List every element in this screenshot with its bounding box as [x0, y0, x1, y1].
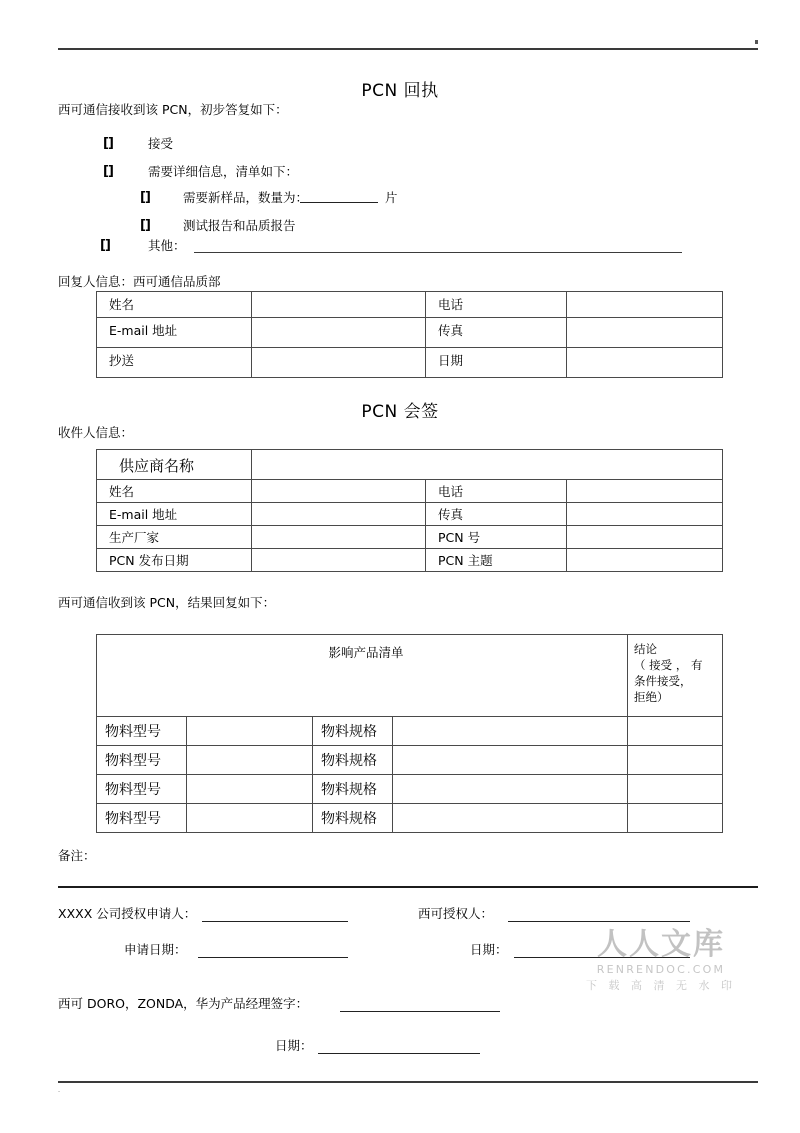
cell-value-material-spec[interactable] [393, 717, 628, 746]
footer-divider [58, 1081, 758, 1083]
header-corner-mark [755, 40, 758, 44]
cell-value-supplier[interactable] [252, 450, 723, 480]
cell-value-name[interactable] [252, 480, 426, 503]
cell-value-email[interactable] [252, 503, 426, 526]
recipient-info-table [96, 449, 723, 572]
cell-value-conclusion[interactable] [628, 804, 723, 833]
cell-label-phone: 电话 [426, 292, 567, 318]
cell-label-material-model: 物料型号 [97, 804, 187, 833]
checkbox-accept[interactable]: [] [103, 136, 113, 151]
table-row [97, 746, 723, 775]
table-row [97, 503, 723, 526]
remarks-label: 备注： [58, 848, 96, 863]
watermark-main-text: 人人文库 [597, 927, 725, 962]
conclusion-line-1: 结论 [634, 642, 658, 656]
option-label-need-samples: 需要新样品，数量为： [183, 190, 309, 205]
other-detail-blank[interactable] [194, 252, 682, 253]
cell-value-material-model[interactable] [187, 717, 313, 746]
section-divider [58, 886, 758, 888]
table-row [97, 348, 723, 378]
page-title-receipt: PCN 回执 [361, 81, 439, 101]
cell-label-material-model: 物料型号 [97, 775, 187, 804]
affected-products-table [96, 634, 723, 833]
result-intro-text: 西可通信收到该 PCN，结果回复如下： [58, 595, 276, 610]
cell-value-manufacturer[interactable] [252, 526, 426, 549]
table-row [97, 775, 723, 804]
cell-label-pcn-subject: PCN 主题 [426, 549, 567, 572]
table-header-row [97, 635, 723, 717]
checkbox-need-details[interactable]: [] [103, 164, 113, 179]
cell-value-email[interactable] [252, 318, 426, 348]
cell-value-conclusion[interactable] [628, 746, 723, 775]
cell-value-pcn-number[interactable] [567, 526, 723, 549]
cell-label-email: E-mail 地址 [97, 503, 252, 526]
apply-date-label: 申请日期： [124, 942, 187, 957]
cell-value-material-model[interactable] [187, 775, 313, 804]
option-label-test-report: 测试报告和品质报告 [183, 218, 296, 233]
table-row [97, 549, 723, 572]
table-row [97, 804, 723, 833]
cell-value-phone[interactable] [567, 292, 723, 318]
cell-value-material-model[interactable] [187, 746, 313, 775]
page-title-countersign: PCN 会签 [361, 402, 439, 422]
apply-date-blank[interactable] [198, 957, 348, 958]
authorizer-signature-blank[interactable] [508, 921, 690, 922]
cell-label-material-spec: 物料规格 [313, 804, 393, 833]
checkbox-test-report[interactable]: [] [140, 218, 150, 233]
recipient-info-label: 收件人信息： [58, 425, 134, 440]
authorizer-date-blank[interactable] [514, 957, 690, 958]
table-row [97, 292, 723, 318]
option-label-accept: 接受 [148, 136, 174, 151]
cell-value-fax[interactable] [567, 318, 723, 348]
authorizer-label: 西可授权人： [418, 906, 494, 921]
cell-value-conclusion[interactable] [628, 717, 723, 746]
cell-label-supplier: 供应商名称 [97, 450, 252, 480]
table-row [97, 450, 723, 480]
manager-date-blank[interactable] [318, 1053, 480, 1054]
cell-label-material-spec: 物料规格 [313, 746, 393, 775]
applicant-label: XXXX 公司授权申请人： [58, 906, 197, 921]
cell-value-material-spec[interactable] [393, 775, 628, 804]
cell-label-pcn-issue-date: PCN 发布日期 [97, 549, 252, 572]
header-conclusion [628, 635, 723, 717]
cell-value-date[interactable] [567, 348, 723, 378]
receipt-intro-text: 西可通信接收到该 PCN，初步答复如下： [58, 102, 288, 117]
cell-value-pcn-issue-date[interactable] [252, 549, 426, 572]
cell-label-manufacturer: 生产厂家 [97, 526, 252, 549]
cell-label-material-spec: 物料规格 [313, 775, 393, 804]
table-row [97, 526, 723, 549]
manager-date-label: 日期： [275, 1038, 313, 1053]
cell-label-material-model: 物料型号 [97, 717, 187, 746]
cell-value-phone[interactable] [567, 480, 723, 503]
cell-label-email: E-mail 地址 [97, 318, 252, 348]
cell-label-cc: 抄送 [97, 348, 252, 378]
applicant-signature-blank[interactable] [202, 921, 348, 922]
cell-value-pcn-subject[interactable] [567, 549, 723, 572]
cell-label-material-spec: 物料规格 [313, 717, 393, 746]
conclusion-line-2: （ 接受 ， 有 [634, 658, 703, 672]
sample-quantity-blank[interactable] [300, 202, 378, 203]
cell-label-name: 姓名 [97, 480, 252, 503]
checkbox-other[interactable]: [] [100, 238, 110, 253]
authorizer-date-label: 日期： [470, 942, 508, 957]
watermark [566, 928, 756, 994]
conclusion-line-3: 条件接受， [634, 674, 692, 688]
cell-label-name: 姓名 [97, 292, 252, 318]
cell-value-cc[interactable] [252, 348, 426, 378]
cell-label-fax: 传真 [426, 318, 567, 348]
watermark-domain-text: RENRENDOC.COM [596, 963, 726, 976]
cell-value-name[interactable] [252, 292, 426, 318]
cell-label-pcn-number: PCN 号 [426, 526, 567, 549]
table-row [97, 717, 723, 746]
watermark-tagline-text: 下 载 高 清 无 水 印 [586, 979, 736, 992]
cell-value-material-spec[interactable] [393, 804, 628, 833]
cell-value-material-model[interactable] [187, 804, 313, 833]
cell-label-material-model: 物料型号 [97, 746, 187, 775]
header-product-list: 影响产品清单 [97, 635, 628, 717]
reply-person-label: 回复人信息：西可通信品质部 [58, 274, 221, 289]
cell-value-conclusion[interactable] [628, 775, 723, 804]
checkbox-need-samples[interactable]: [] [140, 190, 150, 205]
cell-label-phone: 电话 [426, 480, 567, 503]
cell-label-fax: 传真 [426, 503, 567, 526]
cell-value-fax[interactable] [567, 503, 723, 526]
manager-signature-blank[interactable] [340, 1011, 500, 1012]
sample-unit-label: 片 [385, 190, 398, 205]
manager-signature-label: 西可 DORO，ZONDA，华为产品经理签字： [58, 996, 309, 1011]
table-row [97, 480, 723, 503]
table-row [97, 318, 723, 348]
cell-label-date: 日期 [426, 348, 567, 378]
option-label-other: 其他： [148, 238, 186, 253]
reply-person-table [96, 291, 723, 378]
header-divider [58, 48, 758, 50]
conclusion-line-4: 拒绝） [634, 690, 669, 704]
footer-artifact: ·· [58, 1089, 60, 1095]
cell-value-material-spec[interactable] [393, 746, 628, 775]
option-label-need-details: 需要详细信息，清单如下： [148, 164, 299, 179]
